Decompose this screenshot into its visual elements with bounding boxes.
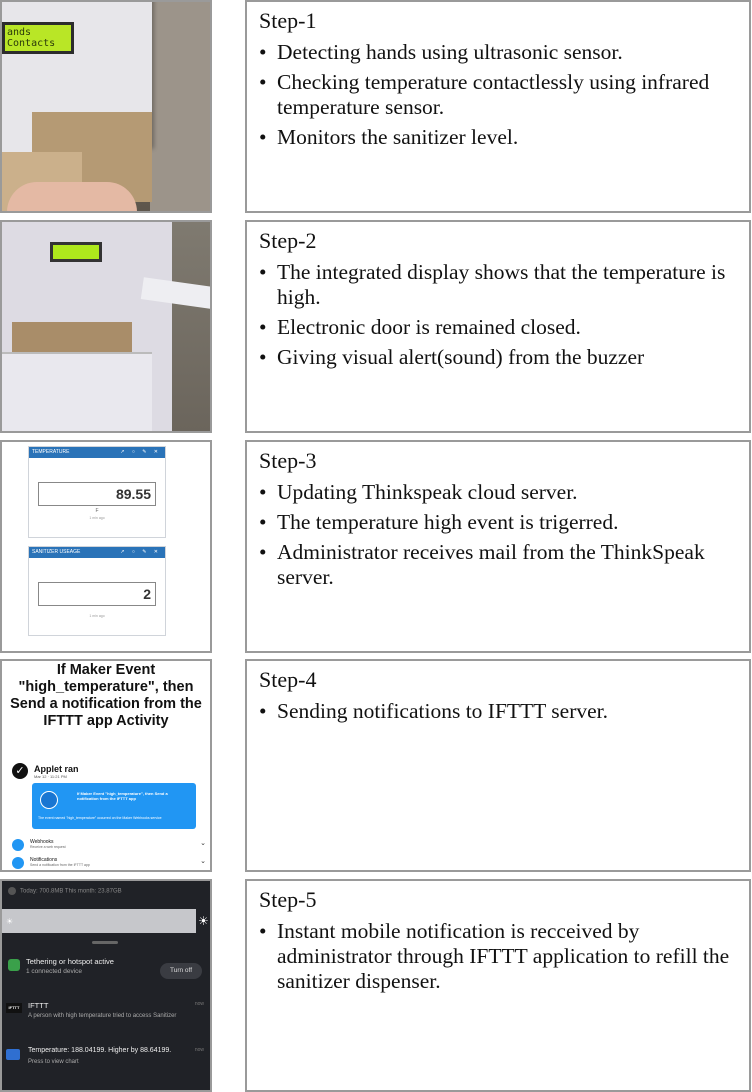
- notification-app: IFTTT: [28, 1001, 49, 1010]
- lcd-display: [50, 242, 102, 262]
- applet-card[interactable]: [32, 783, 196, 829]
- brightness-low-icon: ☀: [6, 917, 14, 926]
- bullet-list: [259, 699, 737, 724]
- bullet-item: • Detecting hands using ultrasonic sensor.: [259, 40, 737, 65]
- applet-ran-date: Mar 12 · 11:21 PM: [34, 773, 67, 779]
- bullet-list: [259, 480, 737, 590]
- bullet-list: [259, 40, 737, 150]
- bullet-item: • Monitors the sanitizer level.: [259, 125, 737, 150]
- circle-icon: [8, 887, 16, 895]
- widget-title: TEMPERATURE: [32, 449, 70, 455]
- turn-off-button[interactable]: Turn off: [160, 963, 202, 979]
- hotspot-icon: [8, 959, 20, 971]
- sanitizer-bag: [2, 352, 152, 433]
- step-2-text: [245, 220, 751, 433]
- applet-card-sub: The event named "high_temperature" occurred on the Maker Webhooks service: [38, 816, 162, 820]
- step-5-text: [245, 879, 751, 1092]
- step-5-mobile: [0, 879, 212, 1092]
- notification-sub: Press to view chart: [28, 1059, 79, 1065]
- ifttt-icon: IFTTT: [6, 1003, 22, 1013]
- step-title: Step-4: [259, 667, 317, 692]
- applet-card-title: If Maker Event "high_temperature", then Send a notification from the IFTTT app: [77, 791, 168, 801]
- lcd-line-2: Contacts: [7, 38, 56, 49]
- service-notifications[interactable]: [12, 857, 208, 871]
- chevron-down-icon[interactable]: ⌄: [200, 840, 206, 847]
- bullet-item: • Administrator receives mail from the ThinkSpeak server.: [259, 540, 737, 590]
- photo-wall: [150, 2, 210, 212]
- check-icon: ✓: [12, 763, 28, 779]
- notification-message: A person with high temperature tried to access Sanitizer: [28, 1013, 177, 1019]
- webhooks-icon: [40, 791, 58, 809]
- bell-icon: [12, 857, 24, 869]
- widget-updated: 1 min ago: [89, 516, 105, 520]
- widget-title: SANITIZER USEAGE: [32, 549, 81, 555]
- step-3-text: [245, 440, 751, 653]
- service-name: Notifications: [30, 857, 58, 863]
- bullet-item: • Sending notifications to IFTTT server.: [259, 699, 737, 724]
- step-3-dashboard: [0, 440, 212, 653]
- notification-title: Tethering or hotspot active: [26, 957, 114, 966]
- cardboard-door: [12, 322, 132, 352]
- step-4-ifttt: [0, 659, 212, 872]
- step-title: Step-1: [259, 8, 317, 33]
- hand: [7, 182, 137, 213]
- chevron-down-icon[interactable]: ⌄: [200, 858, 206, 865]
- brightness-high-icon: ☀: [198, 914, 209, 928]
- widget-header: [29, 447, 165, 458]
- bullet-list: [259, 919, 737, 994]
- applet-ran-label: Applet ran: [34, 763, 79, 774]
- widget-header: [29, 547, 165, 558]
- temperature-value: 89.55: [38, 482, 156, 506]
- brightness-slider[interactable]: [2, 909, 196, 933]
- data-usage-text: Today: 700.8MB This month: 23.87GB: [20, 888, 122, 895]
- step-1-text: [245, 0, 751, 213]
- bullet-item: • The integrated display shows that the temperature is high.: [259, 260, 737, 310]
- bullet-item: • Giving visual alert(sound) from the buzzer: [259, 345, 737, 370]
- step-2-photo: [0, 220, 212, 433]
- widget-tools-icon[interactable]: ↗ ○ ✎ ✕: [120, 449, 161, 455]
- bullet-item: • Electronic door is remained closed.: [259, 315, 737, 340]
- notification-time: now: [194, 1001, 204, 1007]
- lcd-display: [2, 22, 74, 54]
- temperature-widget: [28, 446, 166, 538]
- bullet-item: • Instant mobile notification is recceived by administrator through IFTTT application to refill the sanitizer dispenser.: [259, 919, 737, 994]
- bullet-item: • Checking temperature contactlessly using infrared temperature sensor.: [259, 70, 737, 120]
- applet-ran-row: [12, 763, 79, 779]
- webhooks-icon: [12, 839, 24, 851]
- widget-updated: 1 min ago: [89, 614, 105, 618]
- chart-icon: [6, 1049, 20, 1060]
- widget-tools-icon[interactable]: ↗ ○ ✎ ✕: [120, 549, 161, 555]
- service-sub: Send a notification from the IFTTT app: [30, 863, 90, 867]
- applet-title: If Maker Event "high_temperature", then Send a notification from the IFTTT app Activity: [10, 662, 202, 729]
- service-name: Webhooks: [30, 839, 54, 845]
- bullet-list: [259, 260, 737, 370]
- lcd-line-1: ands: [7, 27, 32, 38]
- sanitizer-widget: [28, 546, 166, 636]
- notification-title: Temperature: 188.04199. Higher by 88.64199.: [28, 1047, 172, 1054]
- temperature-unit: F: [95, 508, 99, 514]
- service-sub: Receive a web request: [30, 845, 66, 849]
- notification-sub: 1 connected device: [26, 968, 83, 975]
- applet-ran: [34, 764, 79, 779]
- data-usage: [8, 887, 122, 895]
- sanitizer-value: 2: [38, 582, 156, 606]
- bullet-item: • Updating Thinkspeak cloud server.: [259, 480, 737, 505]
- service-webhooks[interactable]: [12, 839, 208, 853]
- notification-time: now: [194, 1047, 204, 1053]
- step-title: Step-5: [259, 887, 317, 912]
- bullet-item: • The temperature high event is trigerred.: [259, 510, 737, 535]
- step-title: Step-3: [259, 448, 317, 473]
- step-title: Step-2: [259, 228, 317, 253]
- step-1-photo: [0, 0, 212, 213]
- step-4-text: [245, 659, 751, 872]
- drag-handle[interactable]: [92, 941, 118, 944]
